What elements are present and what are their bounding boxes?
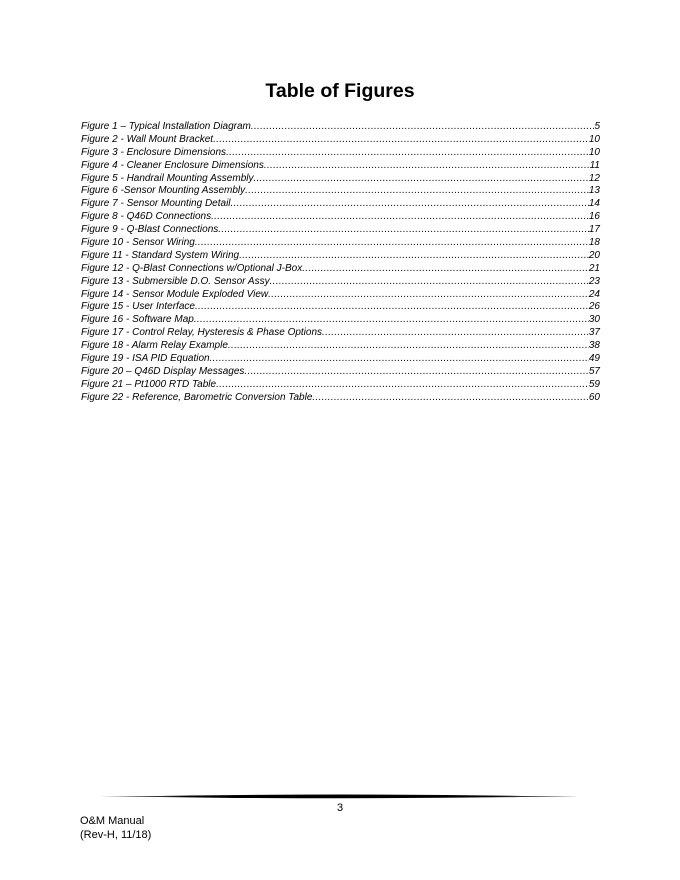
toc-entry-page: 57 <box>588 365 600 377</box>
toc-entry-page: 18 <box>588 237 600 249</box>
toc-entry-label: Figure 22 - Reference, Barometric Conversion Table <box>81 391 313 403</box>
table-of-figures <box>81 121 600 405</box>
toc-leader-dots <box>239 250 589 263</box>
toc-entry-page: 10 <box>588 133 600 145</box>
toc-entry-page: 5 <box>594 121 600 132</box>
document-name: O&M Manual <box>80 815 145 827</box>
toc-leader-dots <box>268 289 589 302</box>
toc-entry-label: Figure 21 – Pt1000 RTD Table <box>81 378 217 390</box>
toc-leader-dots <box>245 185 589 198</box>
toc-entry[interactable] <box>81 211 600 224</box>
toc-entry-label: Figure 18 - Alarm Relay Example <box>81 340 228 352</box>
toc-entry-page: 13 <box>588 185 600 197</box>
toc-entry-label: Figure 10 - Sensor Wiring <box>81 237 195 249</box>
toc-entry-label: Figure 16 - Software Map <box>81 314 194 326</box>
toc-entry-page: 59 <box>588 378 600 390</box>
toc-entry[interactable] <box>81 327 600 340</box>
toc-entry-label: Figure 2 - Wall Mount Bracket <box>81 133 214 145</box>
toc-entry-page: 23 <box>588 275 600 287</box>
toc-entry-label: Figure 14 - Sensor Module Exploded View <box>81 288 269 300</box>
toc-entry-label: Figure 19 - ISA PID Equation <box>81 353 210 365</box>
toc-entry-label: Figure 15 - User Interface <box>81 301 195 313</box>
toc-leader-dots <box>251 121 595 134</box>
toc-entry-page: 11 <box>589 159 600 171</box>
toc-entry-page: 26 <box>588 301 600 313</box>
toc-entry-page: 12 <box>588 172 600 184</box>
toc-leader-dots <box>218 224 589 237</box>
toc-entry-page: 21 <box>588 262 600 274</box>
toc-entry-label: Figure 20 – Q46D Display Messages <box>81 365 245 377</box>
toc-entry-label: Figure 4 - Cleaner Enclosure Dimensions <box>81 159 264 171</box>
toc-entry-label: Figure 8 - Q46D Connections <box>81 211 212 223</box>
toc-leader-dots <box>213 134 589 147</box>
toc-leader-dots <box>312 392 588 405</box>
toc-entry-label: Figure 17 - Control Relay, Hysteresis & Phase Options <box>81 327 323 339</box>
toc-entry[interactable] <box>81 263 600 276</box>
toc-entry-page: 10 <box>588 146 600 158</box>
toc-entry[interactable] <box>81 147 600 160</box>
toc-leader-dots <box>194 314 589 327</box>
toc-entry[interactable] <box>81 379 600 392</box>
toc-entry-label: Figure 11 - Standard System Wiring <box>81 249 240 261</box>
toc-entry[interactable] <box>81 160 600 173</box>
toc-entry-page: 20 <box>588 249 600 261</box>
toc-entry[interactable] <box>81 314 600 327</box>
toc-leader-dots <box>195 237 589 250</box>
toc-leader-dots <box>302 263 589 276</box>
toc-leader-dots <box>244 366 588 379</box>
toc-entry[interactable] <box>81 185 600 198</box>
toc-entry-page: 24 <box>588 288 600 300</box>
toc-leader-dots <box>216 379 589 392</box>
toc-entry-page: 60 <box>588 391 600 403</box>
toc-entry-page: 38 <box>588 340 600 352</box>
toc-leader-dots <box>264 160 590 173</box>
toc-leader-dots <box>231 198 589 211</box>
toc-entry[interactable] <box>81 224 600 237</box>
toc-entry[interactable] <box>81 121 600 134</box>
toc-entry-label: Figure 5 - Handrail Mounting Assembly <box>81 172 254 184</box>
toc-leader-dots <box>195 301 589 314</box>
toc-entry-label: Figure 9 - Q-Blast Connections <box>81 224 219 236</box>
toc-leader-dots <box>228 340 589 353</box>
page-title: Table of Figures <box>265 80 415 102</box>
toc-entry-page: 14 <box>588 198 600 210</box>
toc-entry-label: Figure 12 - Q-Blast Connections w/Optional J-Box <box>81 262 303 274</box>
toc-entry[interactable] <box>81 198 600 211</box>
toc-entry-page: 17 <box>588 224 600 236</box>
toc-entry-label: Figure 1 – Typical Installation Diagram <box>81 121 251 132</box>
toc-entry[interactable] <box>81 173 600 186</box>
toc-entry-page: 16 <box>588 211 600 223</box>
toc-entry[interactable] <box>81 301 600 314</box>
toc-entry-label: Figure 7 - Sensor Mounting Detail <box>81 198 231 210</box>
toc-leader-dots <box>270 276 589 289</box>
toc-entry-page: 30 <box>588 314 600 326</box>
document-revision: (Rev-H, 11/18) <box>80 828 152 841</box>
toc-leader-dots <box>322 327 589 340</box>
footer-document-info <box>80 815 151 842</box>
toc-entry[interactable] <box>81 392 600 405</box>
toc-entry[interactable] <box>81 353 600 366</box>
toc-entry[interactable] <box>81 250 600 263</box>
page-number: 3 <box>336 802 344 814</box>
toc-leader-dots <box>211 211 589 224</box>
toc-entry[interactable] <box>81 366 600 379</box>
toc-entry[interactable] <box>81 340 600 353</box>
toc-entry[interactable] <box>81 276 600 289</box>
toc-leader-dots <box>210 353 589 366</box>
toc-entry-page: 37 <box>588 327 600 339</box>
toc-entry-page: 49 <box>588 353 600 365</box>
toc-entry[interactable] <box>81 134 600 147</box>
toc-entry[interactable] <box>81 237 600 250</box>
toc-leader-dots <box>226 147 589 160</box>
toc-entry[interactable] <box>81 289 600 302</box>
toc-entry-label: Figure 6 -Sensor Mounting Assembly <box>81 185 246 197</box>
toc-entry-label: Figure 3 - Enclosure Dimensions <box>81 146 227 158</box>
toc-entry-label: Figure 13 - Submersible D.O. Sensor Assy <box>81 275 270 287</box>
toc-leader-dots <box>253 173 588 186</box>
